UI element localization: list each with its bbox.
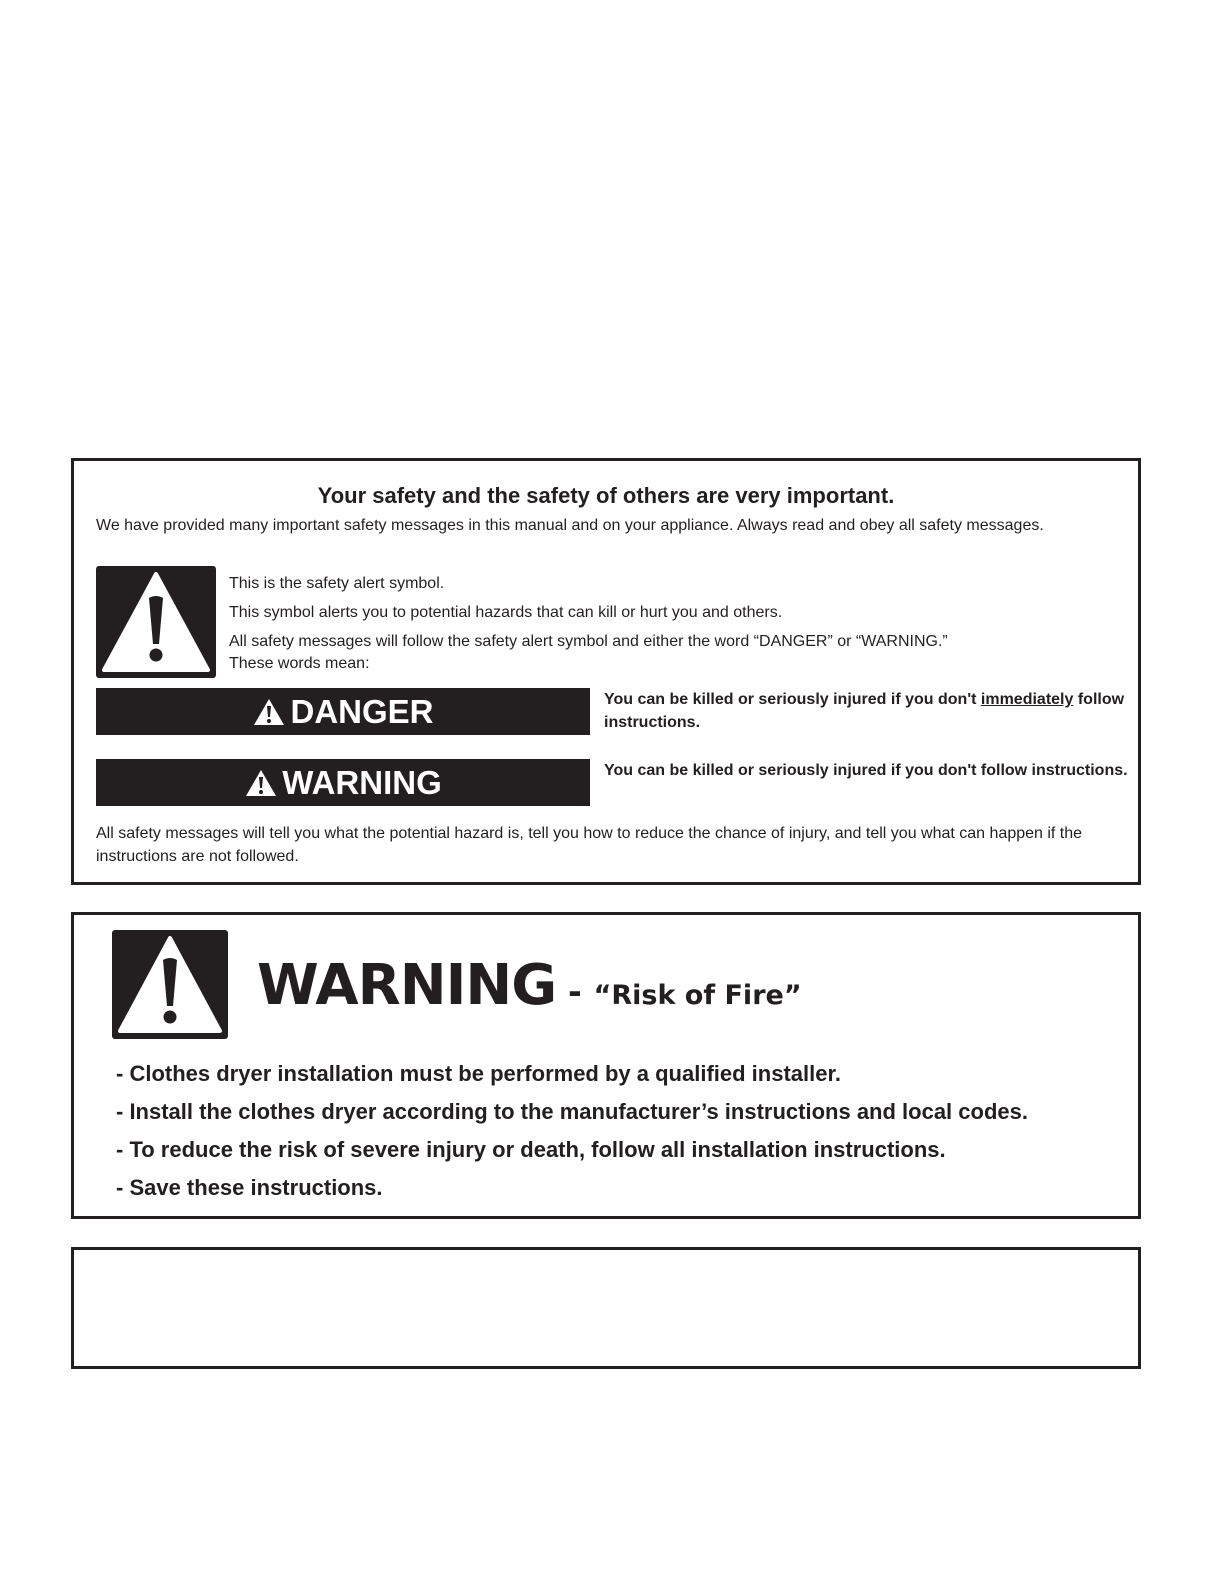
- fire-instructions-list: [116, 1055, 1028, 1207]
- safety-alert-icon: [96, 566, 216, 678]
- alert-explanation: [229, 573, 948, 675]
- warning-triangle-icon: [252, 697, 286, 727]
- danger-def-pre: You can be killed or seriously injured if you don't: [604, 691, 981, 708]
- list-item: - Save these instructions.: [116, 1175, 383, 1200]
- alert-line-2: This symbol alerts you to potential hazards that can kill or hurt you and others.: [229, 604, 783, 621]
- safety-closing: All safety messages will tell you what the potential hazard is, tell you how to reduce the chance of injury, and tell you what can happen if the instructions are not followed.: [96, 825, 1083, 865]
- safety-intro: We have provided many important safety messages in this manual and on your appliance. Always read and obey all safety messages.: [96, 517, 1044, 534]
- danger-def-post: follow instructions.: [604, 691, 1125, 731]
- alert-line-1: This is the safety alert symbol.: [229, 575, 445, 592]
- danger-label: DANGER: [290, 692, 434, 730]
- list-item: - Install the clothes dryer according to the manufacturer’s instructions and local codes.: [116, 1099, 1028, 1124]
- warning-label: WARNING: [282, 763, 442, 801]
- warning-definition: You can be killed or seriously injured if you don't follow instructions.: [604, 762, 1128, 779]
- danger-def-underlined: immediately: [980, 691, 1074, 708]
- fire-title-dash: -: [568, 969, 582, 1013]
- safety-title: Your safety and the safety of others are very important.: [317, 483, 895, 508]
- fire-warning-title: [257, 953, 802, 1018]
- alert-line-3: All safety messages will follow the safety alert symbol and either the word “DANGER” or “WARNING.”: [229, 633, 948, 650]
- safety-alert-icon: [112, 930, 228, 1039]
- list-item: - To reduce the risk of severe injury or death, follow all installation instructions.: [116, 1137, 946, 1162]
- fire-warning-box: [71, 912, 1141, 1219]
- empty-box: [71, 1247, 1141, 1369]
- fire-warning-subtitle: “Risk of Fire”: [593, 980, 802, 1011]
- fire-warning-word: WARNING: [257, 953, 557, 1018]
- safety-info-box: [71, 458, 1141, 885]
- list-item: - Clothes dryer installation must be performed by a qualified installer.: [116, 1061, 841, 1086]
- danger-definition: [604, 688, 1129, 734]
- warning-triangle-icon: [244, 768, 278, 798]
- danger-signal-bar: [96, 688, 590, 735]
- alert-line-4: These words mean:: [229, 655, 370, 672]
- warning-signal-bar: [96, 759, 590, 806]
